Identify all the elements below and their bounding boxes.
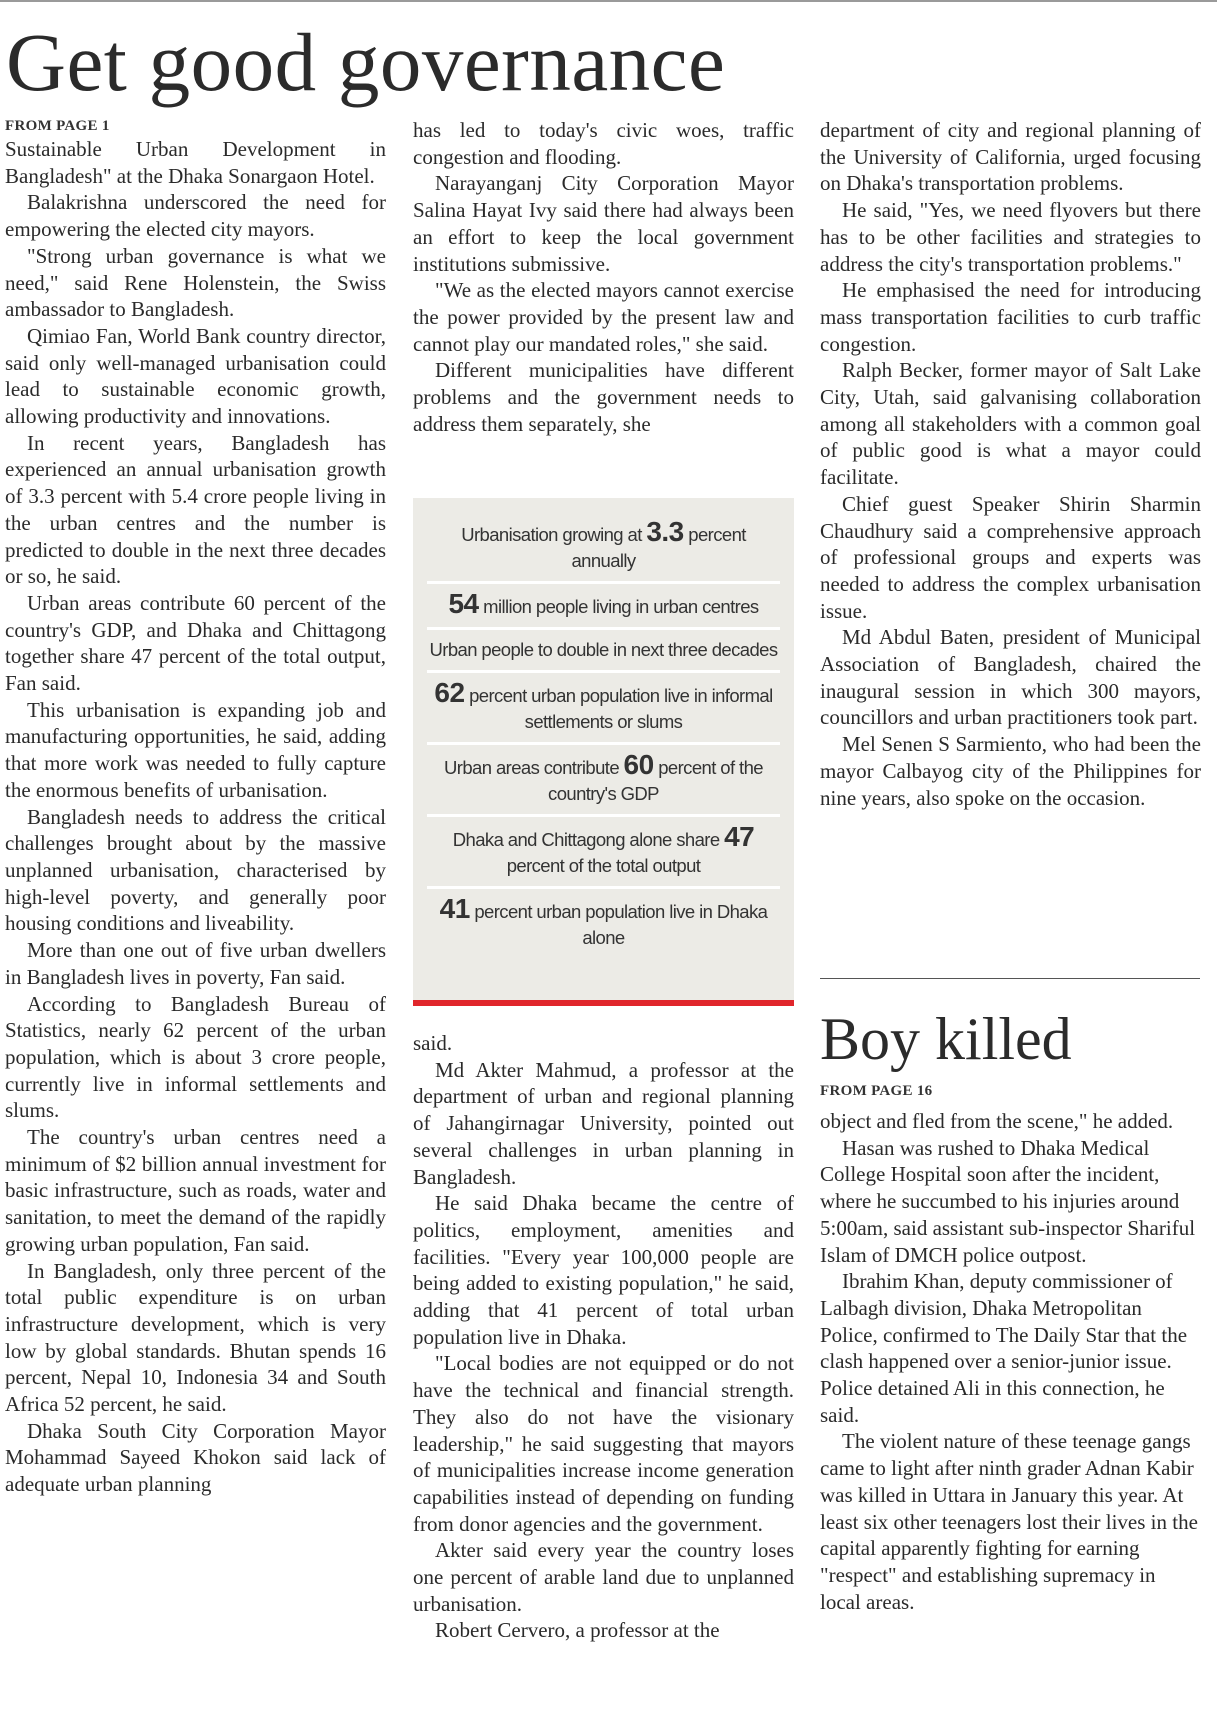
factbox bbox=[413, 498, 794, 1000]
fact-item bbox=[427, 630, 780, 673]
fact-number: 47 bbox=[724, 821, 755, 852]
fact-text: percent of the total output bbox=[506, 855, 701, 876]
paragraph: Urban areas contribute 60 percent of the country's GDP, and Dhaka and Chittagong together share 47 percent of the total output, Fan said. bbox=[5, 590, 386, 696]
fact-text: percent urban population live in informal settlements or slums bbox=[464, 685, 773, 732]
paragraph: department of city and regional planning of the University of California, urged focusing on Dhaka's transportation problems. bbox=[820, 118, 1201, 196]
paragraph: He said Dhaka became the centre of politics, employment, amenities and facilities. "Every year 100,000 people are being added to existing population," he said, adding that 41 percent of total urban population live in Dhaka. bbox=[413, 1191, 794, 1349]
second-story-kicker: FROM PAGE 16 bbox=[820, 1083, 933, 1099]
fact-text: Urban areas contribute bbox=[444, 757, 624, 778]
column-2-top-body bbox=[413, 117, 794, 437]
fact-item bbox=[427, 673, 780, 745]
paragraph: He emphasised the need for introducing mass transportation facilities to curb traffic congestion. bbox=[820, 278, 1201, 356]
paragraph: "Local bodies are not equipped or do not have the technical and financial strength. They also do not have the visionary leadership," he said suggesting that mayors of municipalities increase income generation capabilities instead of depending on funding from donor agencies and the government. bbox=[413, 1351, 794, 1536]
fact-item bbox=[427, 745, 780, 817]
paragraph: Narayanganj City Corporation Mayor Salina Hayat Ivy said there had always been an effort to keep the local government institutions submissive. bbox=[413, 171, 794, 276]
column-2-bottom-body bbox=[413, 1030, 794, 1644]
second-story-paragraphs bbox=[820, 1108, 1201, 1615]
paragraph: Ibrahim Khan, deputy commissioner of Lalbagh division, Dhaka Metropolitan Police, confirmed to The Daily Star that the clash happened over a senior-junior issue. Police detained Ali in this connection, he said. bbox=[820, 1269, 1188, 1427]
fact-text: Urbanisation growing at bbox=[461, 524, 647, 545]
factbox-accent-bar bbox=[413, 1000, 794, 1006]
fact-text: percent annually bbox=[571, 524, 746, 571]
paragraph: Mel Senen S Sarmiento, who had been the mayor Calbayog city of the Philippines for nine years, also spoke on the occasion. bbox=[820, 732, 1201, 810]
paragraph: Dhaka South City Corporation Mayor Mohammad Sayeed Khokon said lack of adequate urban planning bbox=[5, 1418, 386, 1497]
fact-text: percent of the country's GDP bbox=[548, 757, 763, 804]
second-headline: Boy killed bbox=[820, 1006, 1072, 1072]
paragraph: Sustainable Urban Development in Bangladesh" at the Dhaka Sonargaon Hotel. bbox=[5, 137, 386, 188]
paragraph: The violent nature of these teenage gangs came to light after ninth grader Adnan Kabir was killed in Uttara in January this year. At least six other teenagers lost their lives in the capital apparently fighting for earning "respect" and establishing supremacy in local areas. bbox=[820, 1429, 1198, 1614]
paragraph: In Bangladesh, only three percent of the total public expenditure is on urban infrastructure development, which is very low by global standards. Bhutan spends 16 percent, Nepal 10, Indonesia 34 and South Africa 52 percent, he said. bbox=[5, 1258, 386, 1417]
paragraph: Robert Cervero, a professor at the bbox=[435, 1618, 720, 1643]
fact-number: 41 bbox=[439, 893, 470, 924]
fact-text: million people living in urban centres bbox=[478, 596, 759, 617]
paragraph: Bangladesh needs to address the critical challenges brought about by the massive unplanned urbanisation, characterised by high-level poverty, and generally poor housing conditions and liveability. bbox=[5, 804, 386, 936]
paragraph: object and fled from the scene," he added. bbox=[820, 1109, 1174, 1133]
paragraph: Akter said every year the country loses one percent of arable land due to unplanned urbanisation. bbox=[413, 1538, 794, 1616]
paragraph: Balakrishna underscored the need for empowering the elected city mayors. bbox=[5, 190, 386, 242]
paragraph: said. bbox=[413, 1031, 453, 1055]
paragraph: Different municipalities have different problems and the government needs to address them separately, she bbox=[413, 358, 794, 436]
column-1-body bbox=[5, 136, 386, 1498]
paragraph: He said, "Yes, we need flyovers but there has to be other facilities and strategies to address the city's transportation problems." bbox=[820, 198, 1201, 276]
paragraph: Hasan was rushed to Dhaka Medical College Hospital soon after the incident, where he succumbed to his injuries around 5:00am, said assistant sub-inspector Shariful Islam of DMCH police outpost. bbox=[820, 1135, 1196, 1267]
fact-item bbox=[427, 512, 780, 584]
main-story-kicker: FROM PAGE 1 bbox=[5, 118, 110, 134]
fact-number: 62 bbox=[434, 677, 465, 708]
fact-number: 54 bbox=[448, 588, 479, 619]
second-story-body bbox=[820, 1108, 1201, 1615]
top-rule bbox=[0, 0, 1217, 2]
main-story-column-1 bbox=[5, 117, 386, 1498]
fact-number: 60 bbox=[623, 749, 654, 780]
paragraph: This urbanisation is expanding job and manufacturing opportunities, he said, adding that more work was needed to fully capture the enormous benefits of urbanisation. bbox=[5, 697, 386, 802]
paragraph: In recent years, Bangladesh has experienced an annual urbanisation growth of 3.3 percent with 5.4 crore people living in the urban centres and the number is predicted to double in the next three decades or so, he said. bbox=[5, 430, 386, 589]
fact-item bbox=[427, 584, 780, 630]
fact-text: percent urban population live in Dhaka alone bbox=[469, 901, 768, 948]
fact-number: 3.3 bbox=[646, 516, 684, 547]
story-divider bbox=[820, 978, 1200, 979]
main-story-column-2-top bbox=[413, 117, 794, 437]
paragraph: has led to today's civic woes, traffic congestion and flooding. bbox=[413, 118, 794, 169]
main-story-column-2-bottom bbox=[413, 1030, 794, 1644]
paragraph: Md Akter Mahmud, a professor at the department of urban and regional planning of Jahangirnagar University, pointed out several challenges in urban planning in Bangladesh. bbox=[413, 1057, 794, 1189]
fact-item bbox=[427, 889, 780, 958]
paragraph: The country's urban centres need a minimum of $2 billion annual investment for basic infrastructure, such as roads, water and sanitation, to meet the demand of the rapidly growing urban population, Fan said. bbox=[5, 1125, 386, 1256]
main-story-column-3 bbox=[820, 117, 1201, 811]
paragraph: Chief guest Speaker Shirin Sharmin Chaudhury said a comprehensive approach of professional groups and experts was needed to address the complex urbanisation issue. bbox=[820, 491, 1201, 623]
main-headline: Get good governance bbox=[6, 16, 726, 108]
paragraph: "Strong urban governance is what we need," said Rene Holenstein, the Swiss ambassador to Bangladesh. bbox=[5, 243, 386, 322]
paragraph: Ralph Becker, former mayor of Salt Lake City, Utah, said galvanising collaboration among all stakeholders with a common goal of public good is what a mayor could facilitate. bbox=[820, 358, 1201, 490]
fact-item bbox=[427, 817, 780, 889]
paragraph: Qimiao Fan, World Bank country director, said only well-managed urbanisation could lead to sustainable economic growth, allowing productivity and innovations. bbox=[5, 323, 386, 429]
paragraph: According to Bangladesh Bureau of Statistics, nearly 62 percent of the urban population, which is about 3 crore people, currently live in informal settlements and slums. bbox=[5, 991, 386, 1123]
paragraph: More than one out of five urban dwellers in Bangladesh lives in poverty, Fan said. bbox=[5, 938, 386, 989]
column-3-body bbox=[820, 117, 1201, 811]
paragraph: "We as the elected mayors cannot exercise the power provided by the present law and cannot play our mandated roles," she said. bbox=[413, 278, 794, 356]
fact-text: Urban people to double in next three decades bbox=[429, 639, 778, 660]
paragraph: Md Abdul Baten, president of Municipal Association of Bangladesh, chaired the inaugural session in which 300 mayors, councillors and urban practitioners took part. bbox=[820, 625, 1201, 730]
fact-text: Dhaka and Chittagong alone share bbox=[452, 829, 725, 850]
